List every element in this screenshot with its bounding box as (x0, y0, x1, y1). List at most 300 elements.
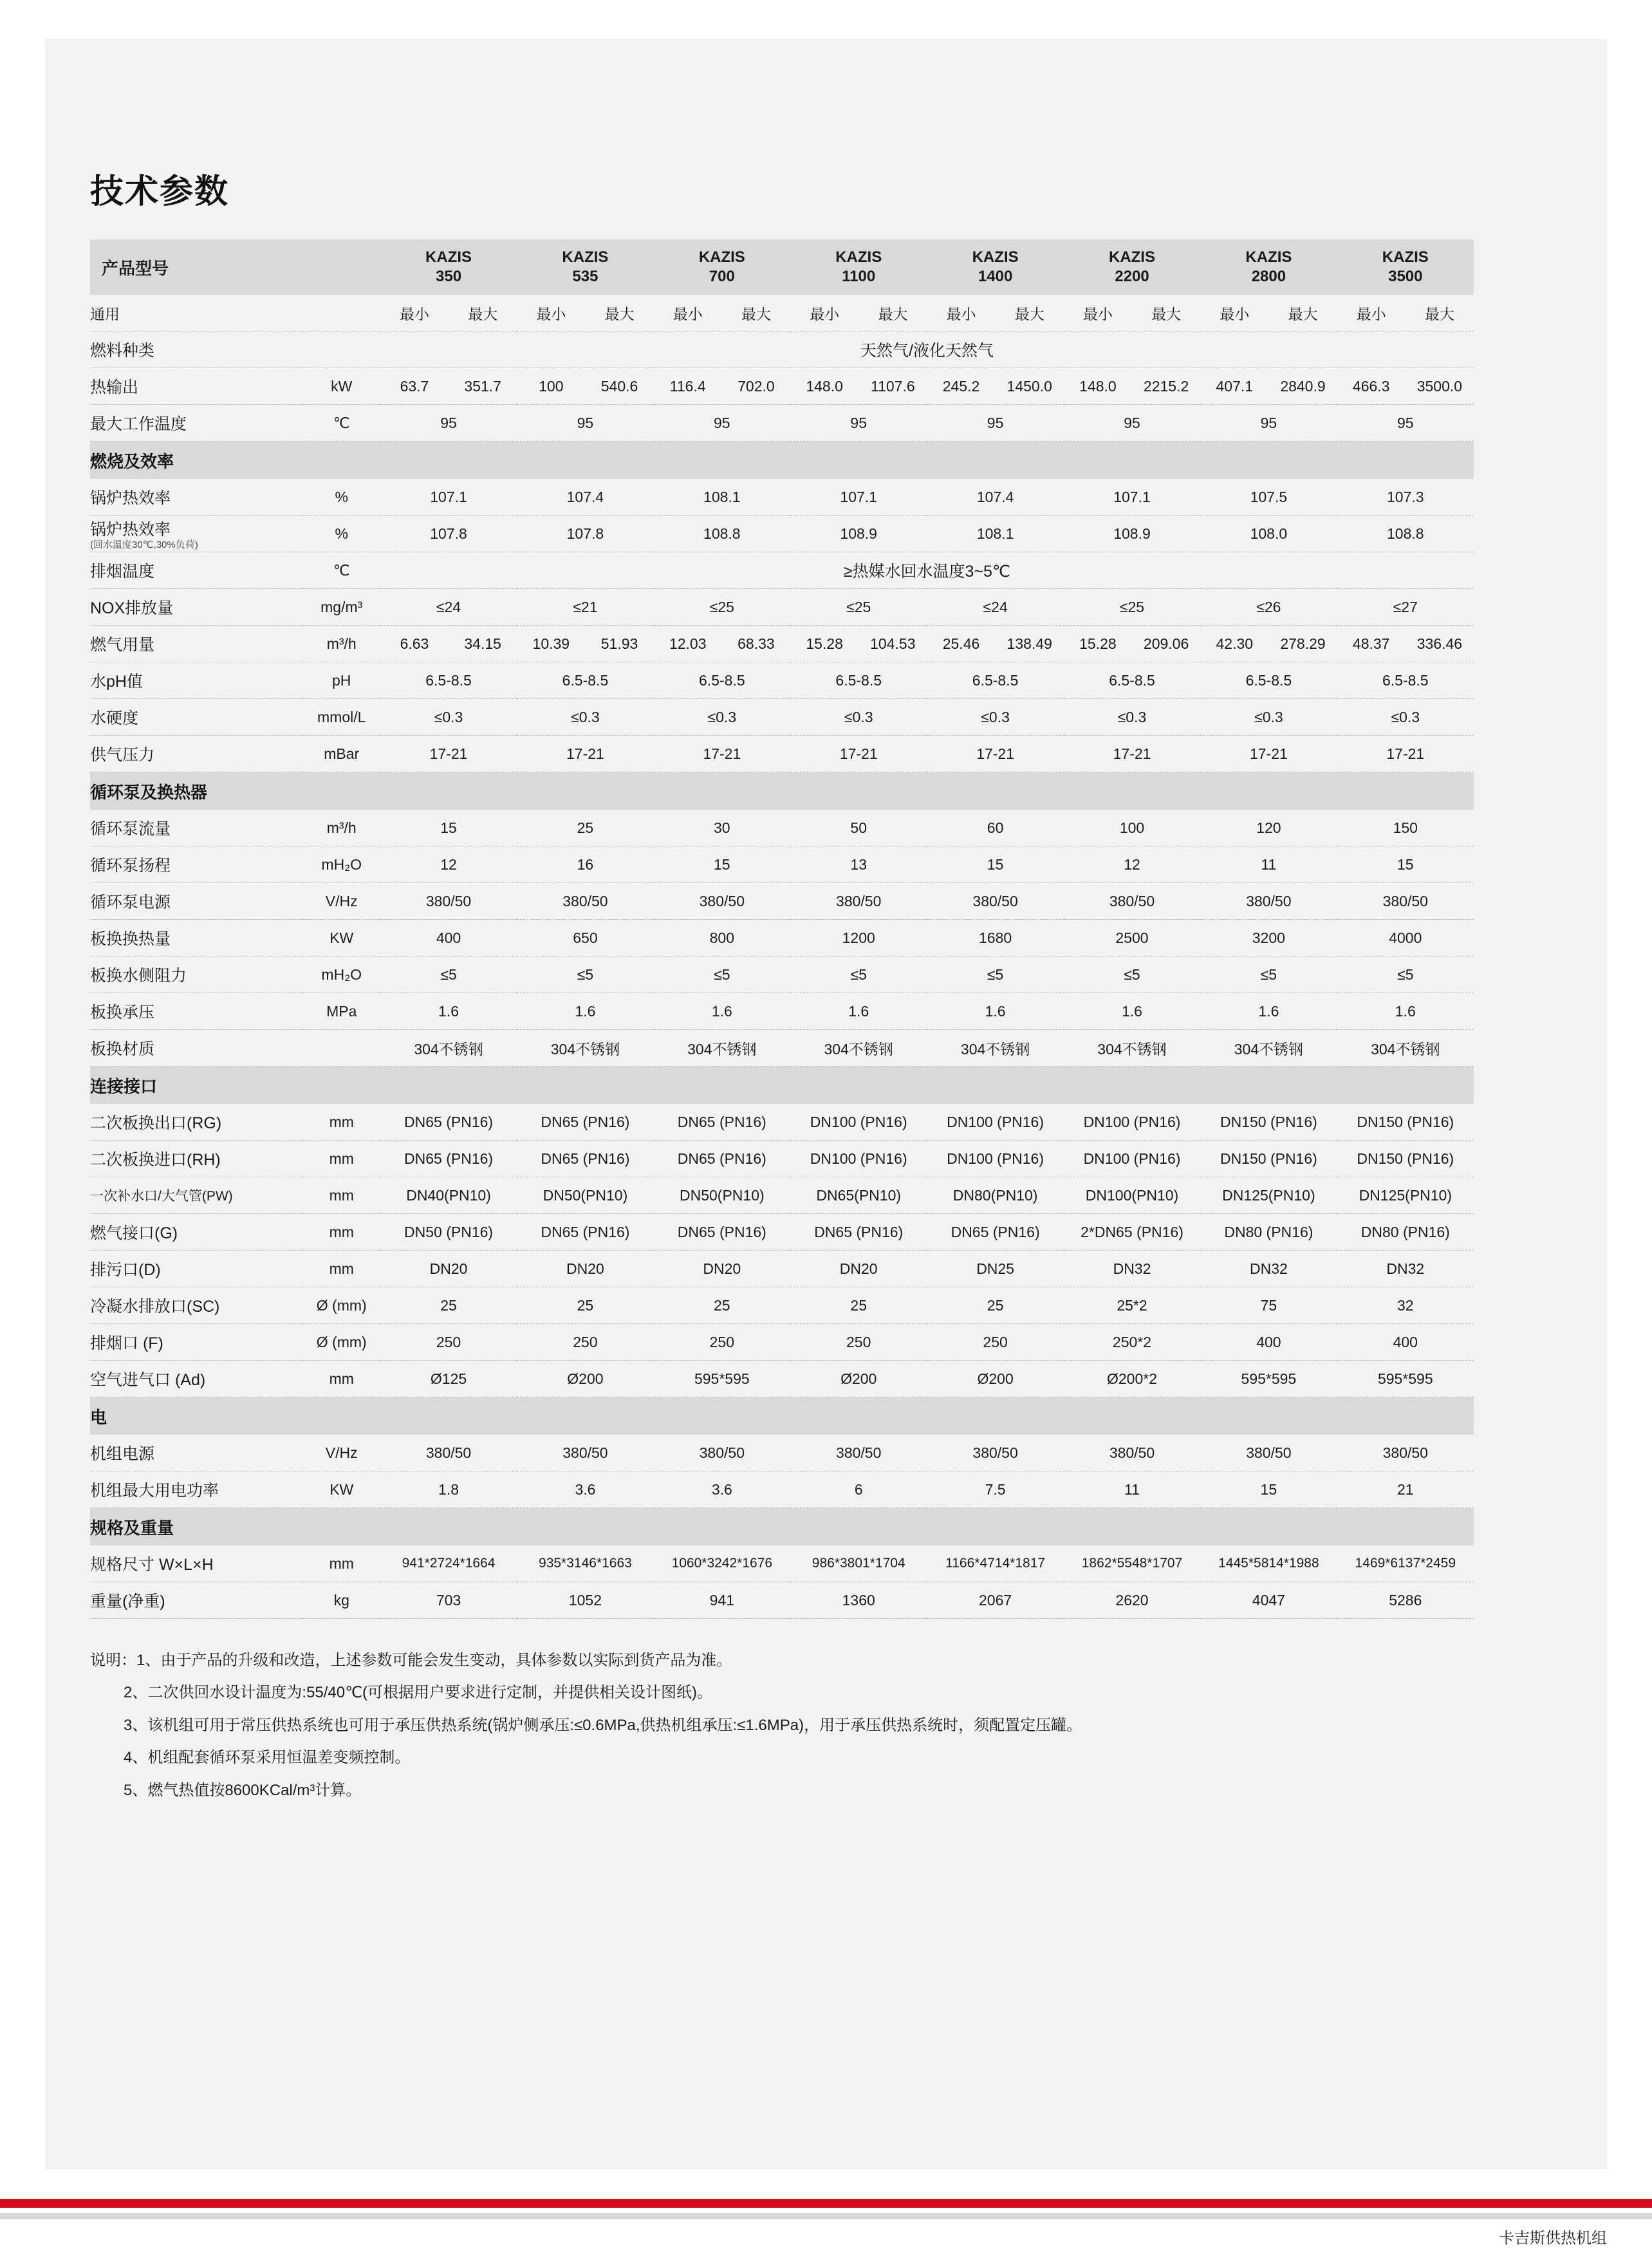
row-label: 机组电源 (90, 1445, 155, 1463)
cell-5 (1064, 368, 1200, 405)
model-code: 1400 (978, 268, 1013, 285)
cell-min: 25.46 (942, 635, 980, 652)
row-unit: mH₂O (321, 855, 362, 873)
row-unit: mm (329, 1260, 354, 1277)
cell-6: DN150 (PN16) (1220, 1113, 1317, 1130)
cell-5: 6.5-8.5 (1109, 671, 1155, 689)
cell-2: DN65 (PN16) (677, 1113, 766, 1130)
table-row-pump-head (90, 846, 1474, 883)
cell-7: 400 (1393, 1333, 1418, 1350)
cell-0: ≤24 (436, 598, 461, 615)
cell-7: 15 (1397, 855, 1414, 873)
cell-2: 17-21 (703, 745, 741, 762)
table-row-condensate (90, 1287, 1474, 1324)
cell-1: 935*3146*1663 (539, 1556, 632, 1571)
cell-0: 6.5-8.5 (425, 671, 472, 689)
min-label: 最小 (1356, 305, 1386, 322)
cell-4: DN25 (976, 1260, 1014, 1277)
cell-2: DN20 (703, 1260, 741, 1277)
row-label: 循环泵扬程 (90, 857, 171, 875)
cell-min: 100 (539, 377, 564, 395)
cell-1: 25 (577, 1296, 594, 1314)
cell-5: DN100 (PN16) (1083, 1113, 1181, 1130)
section-header-spec (90, 1508, 1474, 1546)
row-merged-value: 天然气/液化天然气 (860, 342, 994, 360)
cell-max: 351.7 (464, 377, 501, 395)
cell-6: ≤5 (1260, 966, 1277, 983)
cell-6: 75 (1260, 1296, 1277, 1314)
model-brand: KAZIS (835, 248, 882, 266)
cell-6: 120 (1256, 819, 1281, 836)
cell-4: 1166*4714*1817 (945, 1556, 1046, 1571)
minmax-col-1 (517, 295, 653, 331)
cell-2 (654, 626, 790, 662)
row-unit: KW (329, 929, 354, 946)
cell-6: 304不锈钢 (1234, 1040, 1304, 1058)
cell-1: 380/50 (562, 1444, 608, 1461)
cell-6: 595*595 (1241, 1370, 1297, 1387)
cell-7: 108.8 (1387, 525, 1424, 542)
cell-1: 107.4 (566, 488, 604, 505)
table-row-weight (90, 1582, 1474, 1619)
cell-3: 50 (850, 819, 867, 836)
cell-4: 304不锈钢 (960, 1040, 1030, 1058)
cell-5: 2500 (1115, 929, 1149, 946)
row-label-main: 锅炉热效率 (90, 520, 171, 539)
cell-7: 5286 (1389, 1591, 1422, 1609)
cell-1: 1052 (568, 1591, 602, 1609)
cell-2: 1060*3242*1676 (671, 1556, 773, 1571)
cell-6: 1445*5814*1988 (1218, 1556, 1319, 1571)
model-col-7 (1337, 239, 1474, 295)
cell-6: 95 (1260, 414, 1277, 431)
cell-6: 11 (1261, 855, 1277, 873)
min-label: 最小 (810, 305, 840, 322)
row-label: 排烟口 (F) (90, 1334, 163, 1352)
section-title: 连接接口 (90, 1067, 1474, 1105)
cell-2: 304不锈钢 (687, 1040, 757, 1058)
cell-4: 2067 (979, 1591, 1012, 1609)
row-label: 板换承压 (90, 1003, 155, 1022)
cell-6: 15 (1260, 1480, 1277, 1498)
cell-7: DN125(PN10) (1359, 1186, 1452, 1204)
cell-2: 800 (709, 929, 734, 946)
cell-min: 407.1 (1216, 377, 1254, 395)
cell-1: 25 (577, 819, 594, 836)
cell-7: 380/50 (1382, 1444, 1428, 1461)
row-label: 燃气接口(G) (90, 1224, 178, 1242)
cell-max: 68.33 (738, 635, 775, 652)
minmax-col-2 (654, 295, 790, 331)
row-label: 锅炉热效率 (90, 489, 171, 507)
cell-2: DN50(PN10) (679, 1186, 765, 1204)
cell-7 (1337, 626, 1474, 662)
table-row-plate-heat (90, 920, 1474, 956)
table-row-unit-power (90, 1435, 1474, 1471)
table-row-heat-output (90, 368, 1474, 405)
cell-max: 702.0 (738, 377, 775, 395)
cell-2: 595*595 (694, 1370, 750, 1387)
table-row-dimension (90, 1545, 1474, 1582)
model-brand: KAZIS (562, 248, 609, 266)
cell-7: 1469*6137*2459 (1355, 1556, 1456, 1571)
min-label: 最小 (1220, 305, 1250, 322)
cell-2: 250 (709, 1333, 734, 1350)
cell-0: 12 (440, 855, 457, 873)
model-brand: KAZIS (1108, 248, 1155, 266)
model-col-6 (1200, 239, 1337, 295)
cell-5: ≤0.3 (1117, 708, 1147, 725)
footer-red-bar (0, 2199, 1652, 2208)
cell-min: 10.39 (532, 635, 570, 652)
cell-0: 380/50 (425, 1444, 472, 1461)
row-label: 二次板换进口(RH) (90, 1151, 221, 1169)
cell-6: DN32 (1249, 1260, 1288, 1277)
model-col-2 (654, 239, 790, 295)
max-label: 最大 (741, 305, 771, 322)
cell-7: 304不锈钢 (1371, 1040, 1440, 1058)
max-label: 最大 (604, 305, 635, 322)
cell-5: ≤5 (1124, 966, 1140, 983)
cell-5: 17-21 (1113, 745, 1151, 762)
cell-1: 650 (573, 929, 598, 946)
cell-max: 209.06 (1143, 635, 1189, 652)
model-brand: KAZIS (972, 248, 1019, 266)
cell-5: DN32 (1113, 1260, 1151, 1277)
cell-7: ≤27 (1393, 598, 1418, 615)
max-label: 最大 (878, 305, 908, 322)
cell-1: ≤21 (573, 598, 598, 615)
cell-5: 12 (1124, 855, 1140, 873)
minmax-label: 通用 (90, 305, 120, 322)
cell-0: 304不锈钢 (414, 1040, 483, 1058)
cell-0: 941*2724*1664 (402, 1556, 496, 1571)
cell-3: ≤25 (846, 598, 871, 615)
min-label: 最小 (673, 305, 703, 322)
cell-6: DN80 (PN16) (1224, 1223, 1313, 1240)
minmax-row (90, 295, 1474, 331)
header-label: 产品型号 (90, 239, 380, 295)
cell-5 (1064, 626, 1200, 662)
model-brand: KAZIS (698, 248, 745, 266)
row-unit: pH (332, 671, 351, 689)
cell-3: 380/50 (836, 892, 882, 910)
cell-4: 6.5-8.5 (972, 671, 1019, 689)
cell-3: 1200 (842, 929, 875, 946)
cell-0: DN65 (PN16) (404, 1113, 494, 1130)
cell-2: 15 (714, 855, 730, 873)
cell-7: 107.3 (1387, 488, 1424, 505)
cell-7: 17-21 (1386, 745, 1425, 762)
cell-2: ≤5 (714, 966, 730, 983)
max-label: 最大 (468, 305, 498, 322)
cell-max: 51.93 (600, 635, 638, 652)
row-unit: ℃ (333, 414, 350, 431)
cell-4: DN100 (PN16) (947, 1113, 1044, 1130)
cell-3: ≤0.3 (844, 708, 873, 725)
model-code: 700 (709, 268, 735, 285)
cell-7: ≤5 (1397, 966, 1414, 983)
row-label (90, 516, 303, 552)
cell-5: 380/50 (1109, 892, 1155, 910)
cell-1: 16 (577, 855, 594, 873)
table-row-rh (90, 1141, 1474, 1177)
cell-0: 95 (440, 414, 457, 431)
cell-max: 34.15 (464, 635, 501, 652)
cell-1: 6.5-8.5 (562, 671, 609, 689)
row-unit: V/Hz (325, 1444, 358, 1461)
model-brand: KAZIS (425, 248, 472, 266)
note-item: 3、该机组可用于常压供热系统也可用于承压供热系统(锅炉侧承压:≤0.6MPa,供热机组承压:≤1.6MPa)，用于承压供热系统时，须配置定压罐。 (124, 1716, 1082, 1734)
cell-5: 250*2 (1112, 1333, 1152, 1350)
row-unit: m³/h (326, 635, 357, 652)
cell-7: 32 (1397, 1296, 1414, 1314)
cell-3: 17-21 (839, 745, 878, 762)
cell-7: DN32 (1386, 1260, 1425, 1277)
cell-4: DN100 (PN16) (947, 1150, 1044, 1167)
cell-min: 245.2 (942, 377, 980, 395)
model-brand: KAZIS (1245, 248, 1292, 266)
cell-6: 400 (1256, 1333, 1281, 1350)
minmax-col-0 (380, 295, 517, 331)
cell-4: 60 (987, 819, 1004, 836)
cell-3: 1.6 (848, 1002, 869, 1020)
cell-4: DN80(PN10) (952, 1186, 1038, 1204)
row-unit: V/Hz (325, 892, 358, 910)
cell-0: 703 (436, 1591, 461, 1609)
specification-table (90, 239, 1474, 1619)
cell-4: 1680 (979, 929, 1012, 946)
cell-4: ≤0.3 (981, 708, 1010, 725)
cell-3: 25 (850, 1296, 867, 1314)
cell-3: DN65 (PN16) (814, 1223, 904, 1240)
cell-7: DN80 (PN16) (1360, 1223, 1450, 1240)
max-label: 最大 (1424, 305, 1454, 322)
cell-4: ≤5 (987, 966, 1004, 983)
cell-5: 304不锈钢 (1097, 1040, 1167, 1058)
cell-0: 25 (440, 1296, 457, 1314)
row-label: 机组最大用电功率 (90, 1482, 219, 1500)
cell-5: 95 (1124, 414, 1140, 431)
row-unit: mg/m³ (320, 598, 363, 615)
cell-2: 1.6 (711, 1002, 732, 1020)
cell-min: 12.03 (669, 635, 707, 652)
cell-1: DN65 (PN16) (541, 1113, 630, 1130)
cell-5: 380/50 (1109, 1444, 1155, 1461)
note-item: 2、二次供回水设计温度为:55/40℃(可根据用户要求进行定制，并提供相关设计图纸)。 (124, 1684, 713, 1702)
cell-5: DN100 (PN16) (1083, 1150, 1181, 1167)
max-label: 最大 (1151, 305, 1182, 322)
row-label: 一次补水口/大气管(PW) (90, 1189, 233, 1204)
row-unit: MPa (326, 1002, 357, 1020)
row-label: 空气进气口 (Ad) (90, 1371, 206, 1389)
minmax-col-5 (1064, 295, 1200, 331)
cell-max: 1107.6 (871, 377, 915, 395)
cell-3: 250 (846, 1333, 871, 1350)
row-unit (303, 1030, 380, 1067)
row-label: 循环泵电源 (90, 893, 171, 911)
table-row-flue-temp (90, 552, 1474, 589)
cell-2: DN65 (PN16) (677, 1150, 766, 1167)
cell-1: DN50(PN10) (543, 1186, 628, 1204)
cell-1: 304不锈钢 (550, 1040, 620, 1058)
cell-2: ≤0.3 (707, 708, 737, 725)
cell-5: 2620 (1115, 1591, 1149, 1609)
min-label: 最小 (399, 305, 429, 322)
cell-2: 108.1 (703, 488, 741, 505)
model-brand: KAZIS (1382, 248, 1429, 266)
section-header-connection (90, 1067, 1474, 1105)
row-unit: kW (331, 377, 353, 395)
cell-4: 95 (987, 414, 1004, 431)
table-row-eff1 (90, 479, 1474, 516)
cell-1: DN20 (566, 1260, 604, 1277)
model-code: 3500 (1388, 268, 1423, 285)
notes-block (90, 1645, 1474, 1807)
cell-2: 30 (714, 819, 730, 836)
cell-1 (517, 368, 653, 405)
table-row-plate-material (90, 1030, 1474, 1067)
cell-min: 48.37 (1352, 635, 1390, 652)
cell-5: 108.9 (1113, 525, 1151, 542)
cell-4: 1.6 (985, 1002, 1006, 1020)
cell-1: 95 (577, 414, 594, 431)
cell-0 (380, 626, 517, 662)
cell-2: 380/50 (699, 892, 745, 910)
row-unit: mm (329, 1186, 354, 1204)
cell-2: DN65 (PN16) (677, 1223, 766, 1240)
cell-4: 7.5 (985, 1480, 1006, 1498)
row-unit: mm (329, 1113, 354, 1130)
row-label: 板换水侧阻力 (90, 967, 187, 985)
section-header-pump (90, 772, 1474, 810)
cell-max: 336.46 (1416, 635, 1463, 652)
table-row-unit-max-power (90, 1471, 1474, 1508)
cell-7: ≤0.3 (1391, 708, 1420, 725)
cell-min: 6.63 (400, 635, 429, 652)
cell-max: 2840.9 (1280, 377, 1326, 395)
cell-min: 116.4 (669, 377, 706, 395)
row-unit: m³/h (326, 819, 357, 836)
cell-4: DN65 (PN16) (951, 1223, 1040, 1240)
cell-3: 6.5-8.5 (835, 671, 882, 689)
row-label: 板换换热量 (90, 930, 171, 948)
minmax-col-4 (927, 295, 1063, 331)
cell-6: 6.5-8.5 (1245, 671, 1292, 689)
table-row-max-temp (90, 405, 1474, 442)
section-title: 电 (90, 1397, 1474, 1435)
cell-5: 107.1 (1113, 488, 1151, 505)
row-label: 冷凝水排放口(SC) (90, 1298, 220, 1316)
model-code: 535 (572, 268, 599, 285)
cell-6: 1.6 (1258, 1002, 1279, 1020)
minmax-unit (303, 295, 380, 331)
cell-0: 107.8 (430, 525, 467, 542)
cell-0 (380, 368, 517, 405)
cell-1: 250 (573, 1333, 598, 1350)
section-title: 燃烧及效率 (90, 442, 1474, 480)
row-label: 二次板换出口(RG) (90, 1114, 222, 1132)
cell-2: 941 (709, 1591, 734, 1609)
row-label: 燃气用量 (90, 636, 155, 654)
cell-min: 15.28 (1079, 635, 1117, 652)
cell-1: 380/50 (562, 892, 608, 910)
cell-6: 108.0 (1250, 525, 1288, 542)
row-label: NOX排放量 (90, 599, 174, 617)
table-header-row (90, 239, 1474, 295)
cell-7: DN150 (PN16) (1357, 1150, 1454, 1167)
cell-6: 380/50 (1246, 892, 1292, 910)
table-row-hardness (90, 699, 1474, 736)
cell-0: DN20 (429, 1260, 468, 1277)
model-col-5 (1064, 239, 1200, 295)
cell-3: 986*3801*1704 (812, 1556, 905, 1571)
row-unit: kg (333, 1591, 349, 1609)
cell-3: DN65(PN10) (816, 1186, 902, 1204)
model-col-0 (380, 239, 517, 295)
row-unit (303, 331, 380, 368)
cell-2: 6.5-8.5 (699, 671, 745, 689)
row-unit: mH₂O (321, 966, 362, 983)
min-label: 最小 (946, 305, 976, 322)
cell-min: 466.3 (1352, 377, 1390, 395)
minmax-col-3 (790, 295, 927, 331)
section-title: 规格及重量 (90, 1508, 1474, 1546)
cell-0: 380/50 (425, 892, 472, 910)
table-row-eff2 (90, 516, 1474, 552)
cell-0: 15 (440, 819, 457, 836)
row-label: 最大工作温度 (90, 415, 187, 433)
note-item: 说明：1、由于产品的升级和改造，上述参数可能会发生变动，具体参数以实际到货产品为准。 (90, 1652, 732, 1669)
row-label: 供气压力 (90, 746, 155, 764)
cell-1: 17-21 (566, 745, 604, 762)
cell-6: 3200 (1252, 929, 1285, 946)
cell-3: 95 (850, 414, 867, 431)
cell-2: ≤25 (709, 598, 734, 615)
row-label: 热输出 (90, 378, 139, 397)
row-unit: ℃ (333, 561, 350, 579)
minmax-col-6 (1200, 295, 1337, 331)
cell-0: 1.8 (438, 1480, 459, 1498)
cell-6 (1200, 626, 1337, 662)
cell-3 (790, 368, 927, 405)
table-row-drain (90, 1251, 1474, 1287)
cell-3: 304不锈钢 (824, 1040, 893, 1058)
cell-5: 100 (1119, 819, 1145, 836)
cell-7: 1.6 (1395, 1002, 1416, 1020)
cell-6: 4047 (1252, 1591, 1285, 1609)
row-unit: mmol/L (317, 708, 366, 725)
cell-max: 540.6 (600, 377, 638, 395)
cell-4: 25 (987, 1296, 1004, 1314)
row-label: 排污口(D) (90, 1261, 161, 1279)
cell-min: 148.0 (806, 377, 843, 395)
cell-2: 25 (714, 1296, 730, 1314)
cell-min: 15.28 (806, 635, 843, 652)
table-row-ph (90, 662, 1474, 699)
cell-max: 1450.0 (1007, 377, 1052, 395)
cell-6: 380/50 (1246, 1444, 1292, 1461)
model-col-4 (927, 239, 1063, 295)
cell-4: Ø200 (977, 1370, 1014, 1387)
cell-0: DN50 (PN16) (404, 1223, 494, 1240)
row-label: 排烟温度 (90, 563, 155, 581)
row-label: 水硬度 (90, 709, 139, 727)
cell-4: ≤24 (983, 598, 1008, 615)
cell-max: 138.49 (1007, 635, 1052, 652)
cell-3: DN20 (839, 1260, 878, 1277)
cell-2 (654, 368, 790, 405)
